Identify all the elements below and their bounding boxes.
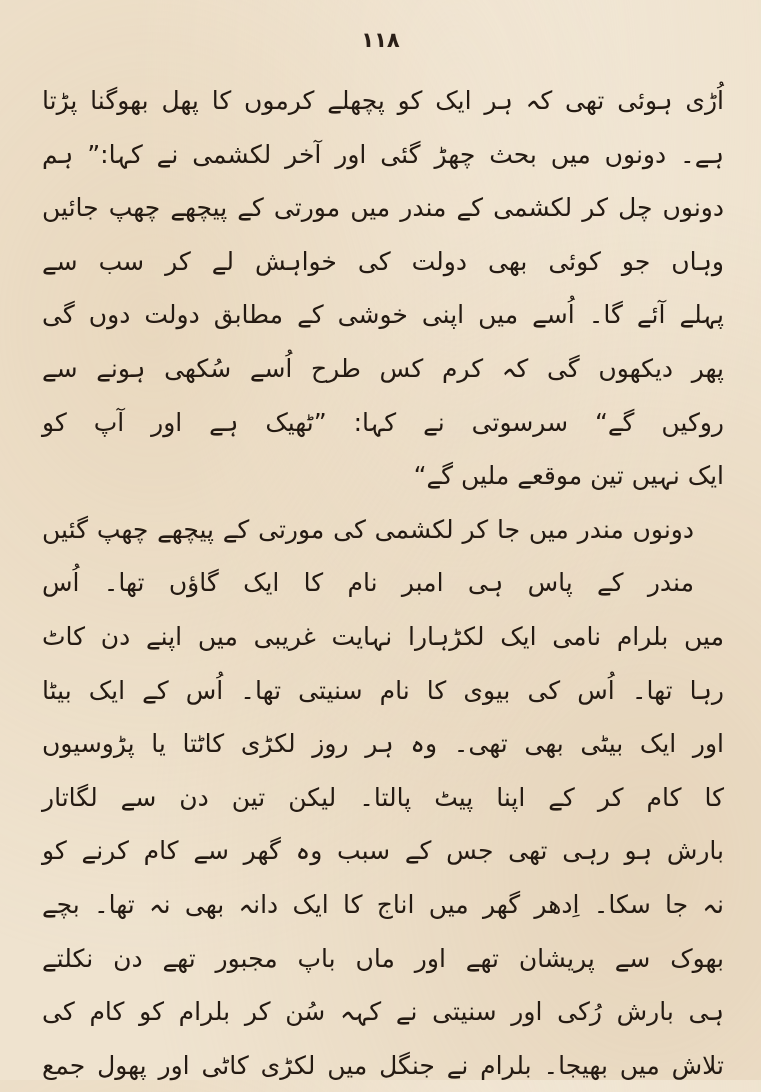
text-line: رہا تھا۔ اُس کی بیوی کا نام سنیتی تھا۔ اُس کے ایک بیٹا: [42, 675, 724, 705]
text-line: کا کام کر کے اپنا پیٹ پالتا۔ لیکن تین دن سے لگاتار: [42, 782, 724, 812]
text-line: پہلے آئے گا۔ اُسے میں اپنی خوشی کے مطابق دولت دوں گی: [42, 300, 724, 330]
text-line: نہ جا سکا۔ اِدھر گھر میں اناج کا ایک دانہ بھی نہ تھا۔ بچے: [42, 889, 724, 919]
text-line: پھر دیکھوں گی کہ کرم کس طرح اُسے سُکھی ہونے سے: [42, 353, 724, 383]
text-line: روکیں گے“ سرسوتی نے کہا: ”ٹھیک ہے اور آپ کو: [42, 407, 724, 437]
text-line: وہاں جو کوئی بھی دولت کی خواہش لے کر سب سے: [42, 246, 724, 276]
text-line: تلاش میں بھیجا۔ بلرام نے جنگل میں لکڑی کاٹی اور پھول جمع: [42, 1050, 724, 1080]
text-line: میں بلرام نامی ایک لکڑہارا نہایت غریبی میں اپنے دن کاٹ: [42, 621, 724, 651]
text-line: دونوں چل کر لکشمی کے مندر میں مورتی کے پیچھے چھپ جائیں: [42, 193, 724, 223]
text-line: ہی بارش رُکی اور سنیتی نے کہہ سُن کر بلرام کو کام کی: [42, 997, 724, 1027]
text-line: بھوک سے پریشان تھے اور ماں باپ مجبور تھے دن نکلتے: [42, 943, 724, 973]
text-line: ہے۔ دونوں میں بحث چھڑ گئی اور آخر لکشمی نے کہا:” ہم: [42, 139, 724, 169]
text-line: اور ایک بیٹی بھی تھی۔ وہ ہر روز لکڑی کاٹتا یا پڑوسیوں: [42, 729, 724, 759]
text-line: مندر کے پاس ہی امبر نام کا ایک گاؤں تھا۔ اُس: [42, 568, 694, 598]
text-line: اُڑی ہوئی تھی کہ ہر ایک کو پچھلے کرموں کا پھل بھوگنا پڑتا: [42, 86, 724, 115]
text-line: دونوں مندر میں جا کر لکشمی کی مورتی کے پیچھے چھپ گئیں: [42, 514, 694, 544]
page-text: [42, 74, 724, 1092]
page-number: ۱۱۸: [361, 28, 400, 52]
text-line: ایک نہیں تین موقعے ملیں گے“: [413, 461, 724, 491]
text-line: بارش ہو رہی تھی جس کے سبب وہ گھر سے کام کرنے کو: [42, 836, 724, 866]
